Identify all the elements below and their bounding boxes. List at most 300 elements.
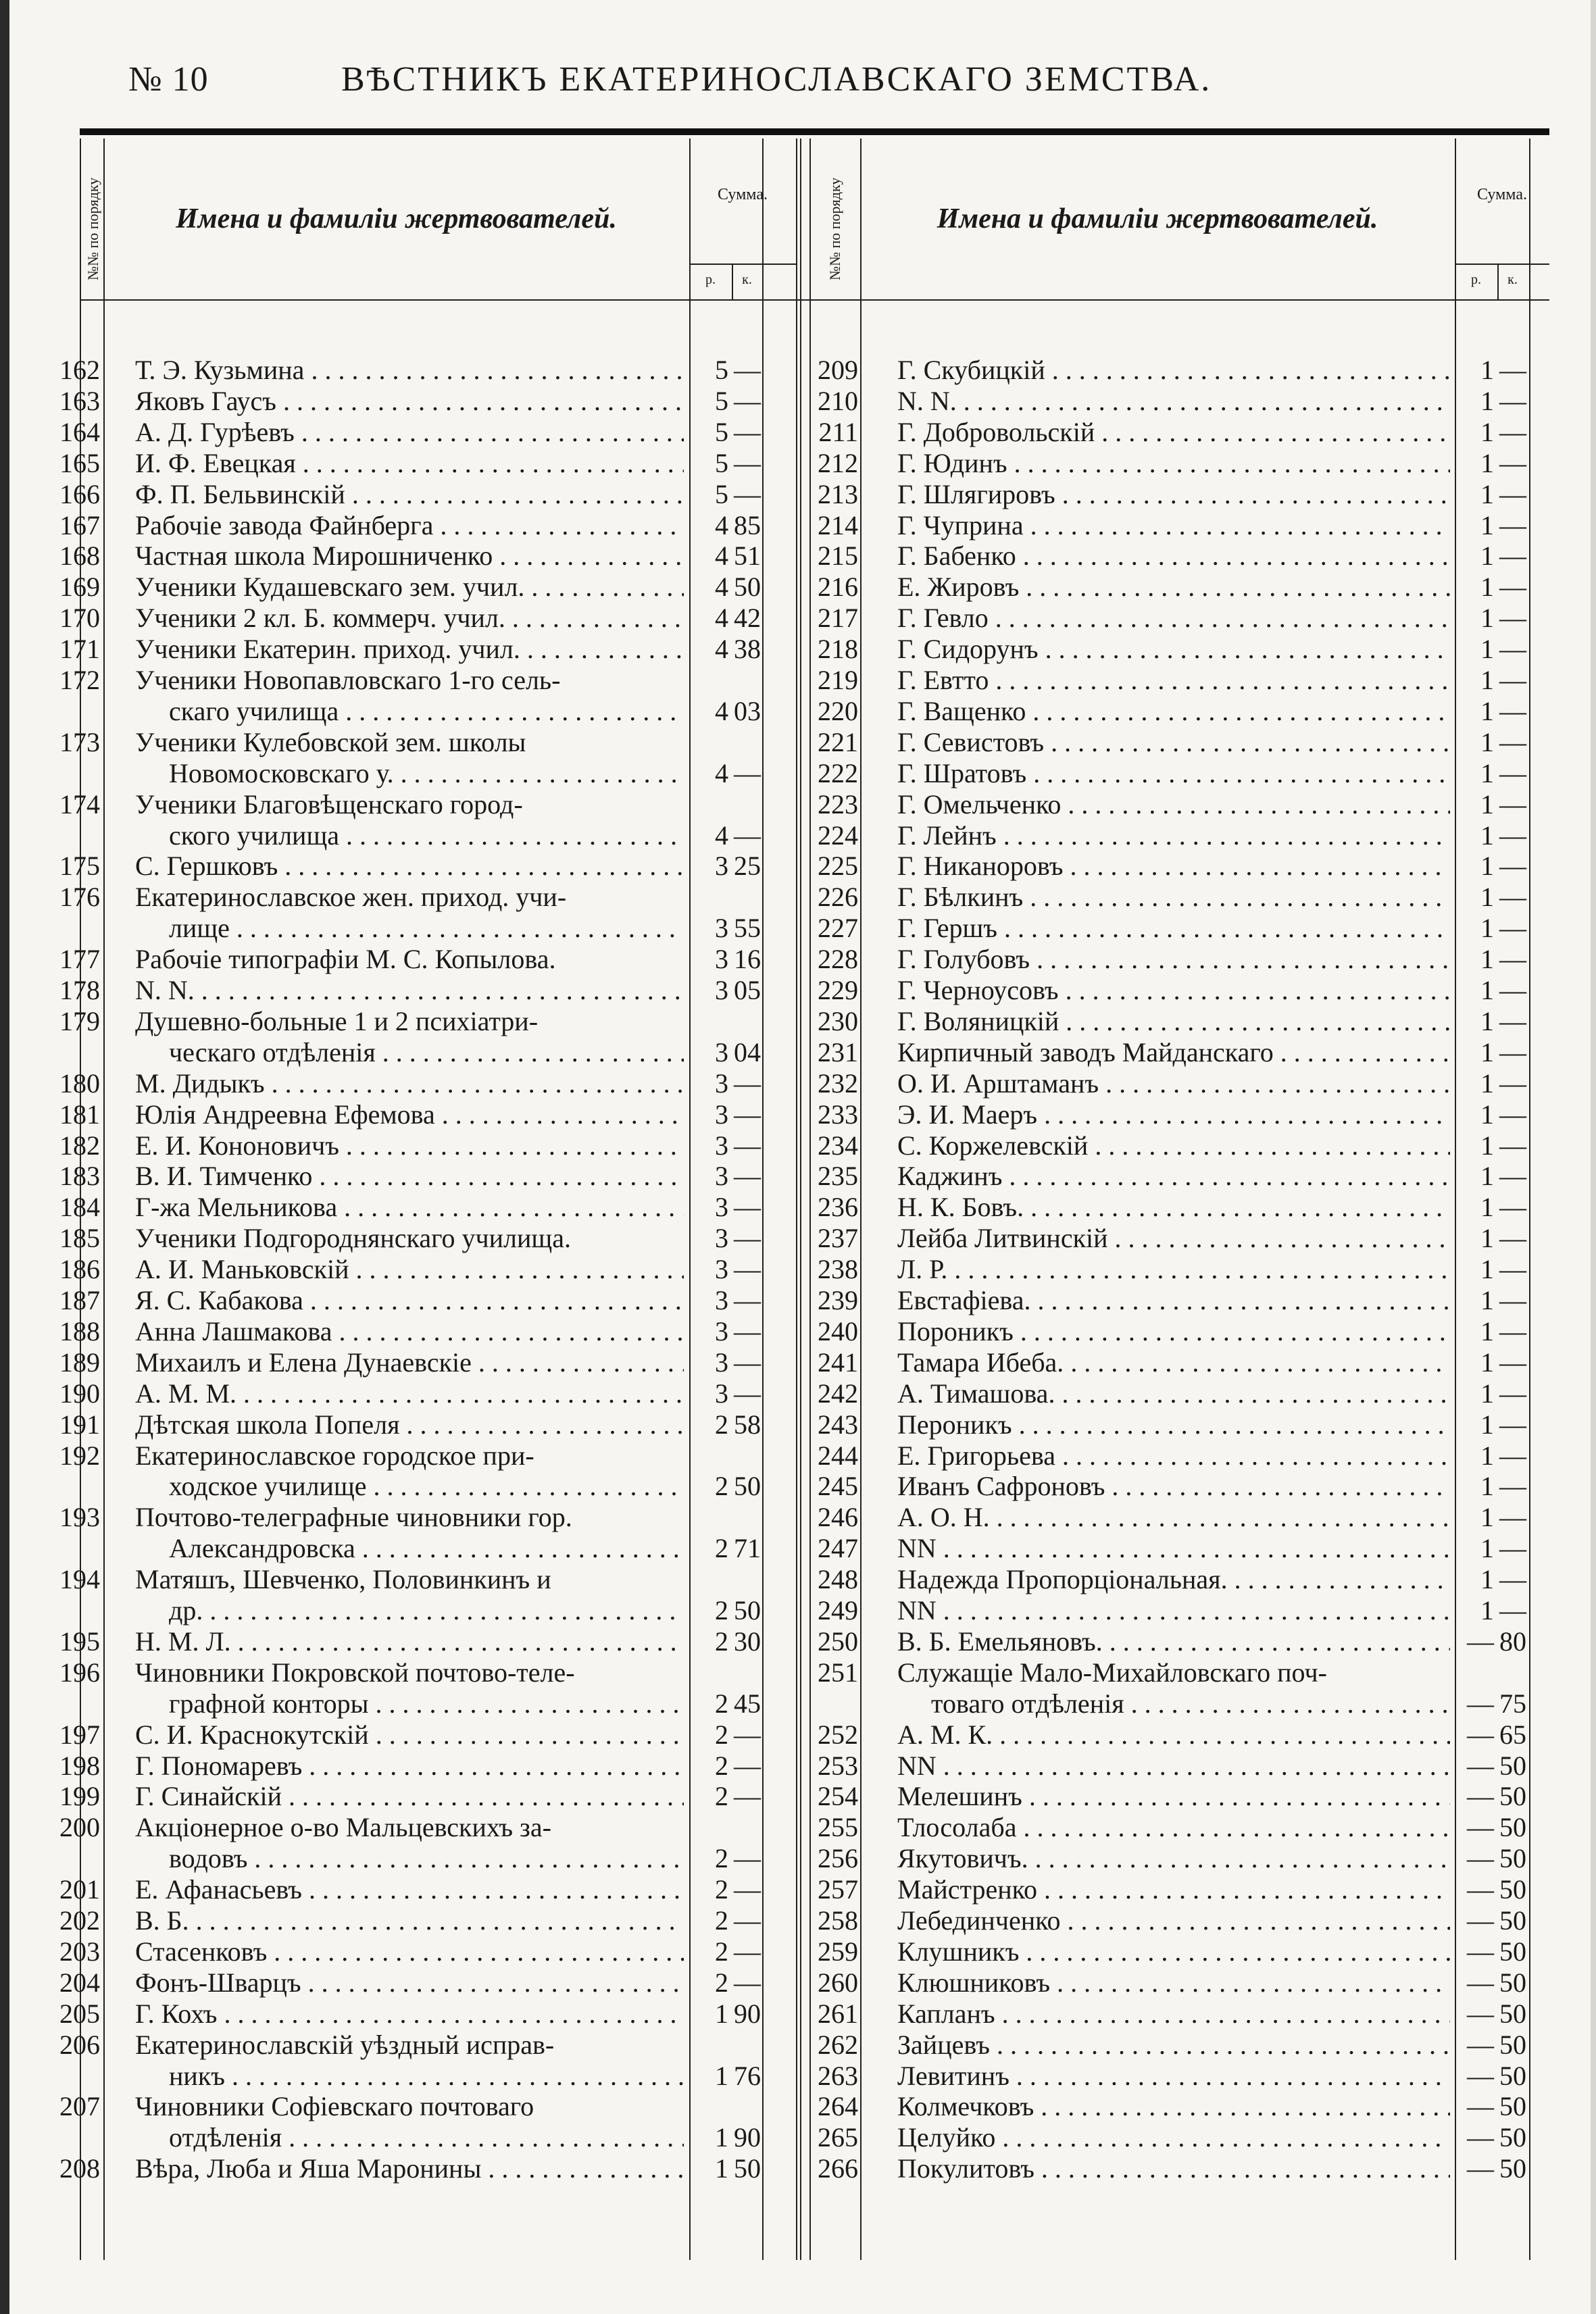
entry-number: 242: [818, 1378, 858, 1409]
entry-number: 211: [818, 416, 858, 447]
donor-name: Г. Гершъ . . .: [897, 913, 1450, 944]
donor-name: Покулитовъ . . .: [897, 2153, 1450, 2184]
amount-rubles: —: [1467, 1750, 1494, 1781]
entry-number: 172: [59, 665, 100, 695]
entry-number: 246: [818, 1502, 858, 1533]
donor-name: Акціонерное о-во Мальцевскихъ за-: [135, 1812, 551, 1843]
amount-rubles: 5: [715, 355, 728, 385]
amount-kopecks: —: [734, 385, 761, 416]
amount-kopecks: —: [734, 355, 761, 385]
amount-rubles: 2: [715, 1781, 728, 1812]
amount-rubles: 1: [1480, 1130, 1494, 1161]
amount-kopecks: 05: [734, 975, 761, 1005]
donor-name: Колмечковъ . . .: [897, 2091, 1450, 2122]
amount-kopecks: 71: [734, 1533, 761, 1564]
donor-name: Пороникъ . . .: [897, 1316, 1450, 1347]
amount-kopecks: —: [1499, 1099, 1526, 1130]
donor-name: Мелешинъ . . .: [897, 1781, 1450, 1812]
donors-table: [59, 139, 1549, 2260]
amount-rubles: 1: [1480, 1533, 1494, 1564]
donor-name: А. Д. Гурѣевъ . . .: [135, 417, 684, 448]
amount-rubles: 1: [1480, 757, 1494, 788]
amount-rubles: 2: [715, 1936, 728, 1967]
donor-name: Частная школа Мирошниченко . . .: [135, 540, 684, 572]
donor-name: Клюшниковъ . . .: [897, 1967, 1450, 1998]
amount-rubles: 1: [1480, 1254, 1494, 1285]
amount-rubles: 1: [1480, 1564, 1494, 1595]
donor-name: Рабочіе типографіи М. С. Копылова.: [135, 944, 556, 975]
col-border: [796, 139, 797, 2260]
amount-rubles: —: [1467, 2029, 1494, 2060]
entry-number: 220: [818, 695, 858, 726]
amount-rubles: 4: [715, 509, 728, 540]
amount-rubles: 1: [1480, 1595, 1494, 1626]
donor-name: Зайцевъ . . .: [897, 2030, 1450, 2061]
entry-number: 219: [818, 665, 858, 695]
rub-column-header: р.: [1471, 272, 1481, 287]
amount-rubles: 1: [1480, 1502, 1494, 1533]
amount-kopecks: 58: [734, 1409, 761, 1440]
donor-name: Э. И. Маеръ . . .: [897, 1099, 1450, 1130]
donor-name: С. Гершковъ . . .: [135, 851, 684, 882]
amount-kopecks: 50: [1499, 1812, 1526, 1843]
donor-name: Каджинъ . . .: [897, 1161, 1450, 1192]
amount-kopecks: 50: [1499, 1750, 1526, 1781]
entry-number: 205: [59, 1998, 100, 2029]
amount-rubles: 3: [715, 1192, 728, 1223]
entry-number: 212: [818, 447, 858, 478]
page-edge-left: [0, 0, 9, 2314]
donor-name: Е. Григорьева . . .: [897, 1440, 1450, 1472]
donor-name: Г. Пономаревъ . . .: [135, 1751, 684, 1782]
amount-kopecks: —: [1499, 1005, 1526, 1036]
donor-name: Г-жа Мельникова . . .: [135, 1192, 684, 1223]
amount-kopecks: —: [1499, 478, 1526, 509]
donor-name: Пероникъ . . .: [897, 1409, 1450, 1440]
donor-name: Г. Скубицкій . . .: [897, 355, 1450, 386]
entry-number: 197: [59, 1719, 100, 1750]
entry-number: 187: [59, 1285, 100, 1315]
amount-kopecks: 50: [1499, 1781, 1526, 1812]
amount-kopecks: —: [734, 1285, 761, 1315]
donor-name: Е. Жировъ . . .: [897, 572, 1450, 603]
amount-kopecks: —: [734, 1905, 761, 1936]
donor-name: Г. Шратовъ . . .: [897, 758, 1450, 789]
entry-number: 260: [818, 1967, 858, 1998]
amount-rubles: 3: [715, 913, 728, 944]
donor-name: Ф. П. Бельвинскій . . .: [135, 479, 684, 510]
amount-kopecks: —: [734, 1719, 761, 1750]
donor-name: ческаго отдѣленія . . .: [135, 1037, 684, 1068]
entry-number: 265: [818, 2122, 858, 2153]
amount-rubles: 1: [1480, 1440, 1494, 1471]
amount-rubles: 1: [1480, 509, 1494, 540]
entry-number: 182: [59, 1130, 100, 1161]
entry-number: 190: [59, 1378, 100, 1409]
amount-rubles: 2: [715, 1533, 728, 1564]
journal-title: ВѢСТНИКЪ ЕКАТЕРИНОСЛАВСКАГО ЗЕМСТВА.: [341, 60, 1212, 99]
donor-name: Левитинъ . . .: [897, 2061, 1450, 2092]
amount-kopecks: —: [1499, 882, 1526, 913]
donor-name: ского училища . . .: [135, 820, 684, 851]
amount-rubles: 2: [715, 1719, 728, 1750]
amount-rubles: —: [1467, 1781, 1494, 1812]
entry-number: 183: [59, 1161, 100, 1192]
amount-rubles: 1: [1480, 1471, 1494, 1502]
amount-rubles: 1: [1480, 726, 1494, 757]
donor-name: Е. И. Кононовичъ . . .: [135, 1130, 684, 1161]
amount-kopecks: —: [734, 820, 761, 851]
amount-rubles: 1: [1480, 695, 1494, 726]
amount-rubles: 3: [715, 1067, 728, 1099]
amount-kopecks: —: [1499, 1130, 1526, 1161]
donor-name: О. И. Арштаманъ . . .: [897, 1068, 1450, 1099]
donor-name: Г. Евтто . . .: [897, 665, 1450, 696]
amount-rubles: 1: [1480, 603, 1494, 634]
entry-number: 180: [59, 1067, 100, 1099]
entry-number: 176: [59, 882, 100, 913]
amount-kopecks: —: [1499, 540, 1526, 572]
amount-kopecks: 50: [1499, 1998, 1526, 2029]
donor-name: А. О. Н. . . .: [897, 1502, 1450, 1533]
amount-rubles: —: [1467, 2060, 1494, 2091]
donor-name: Ученики Подгороднянскаго училища.: [135, 1223, 571, 1254]
amount-rubles: 2: [715, 1750, 728, 1781]
donor-name: Ученики Благовѣщенскаго город-: [135, 788, 523, 820]
amount-kopecks: —: [734, 1781, 761, 1812]
amount-kopecks: —: [1499, 1533, 1526, 1564]
amount-kopecks: —: [1499, 944, 1526, 975]
amount-kopecks: —: [1499, 695, 1526, 726]
donor-name: Иванъ Сафроновъ . . .: [897, 1471, 1450, 1502]
entry-number: 231: [818, 1036, 858, 1067]
col-border: [103, 139, 105, 2260]
page-edge-right: [1591, 0, 1596, 2314]
amount-rubles: 2: [715, 1874, 728, 1905]
amount-rubles: —: [1467, 2122, 1494, 2153]
entry-number: 195: [59, 1626, 100, 1657]
amount-rubles: 1: [1480, 355, 1494, 385]
donor-name: Служащіе Мало-Михайловскаго поч-: [897, 1657, 1327, 1688]
amount-kopecks: 76: [734, 2060, 761, 2091]
amount-kopecks: —: [1499, 1471, 1526, 1502]
amount-kopecks: —: [734, 1936, 761, 1967]
amount-kopecks: —: [1499, 1378, 1526, 1409]
entry-number: 167: [59, 509, 100, 540]
amount-rubles: 3: [715, 975, 728, 1005]
entry-number: 202: [59, 1905, 100, 1936]
amount-kopecks: —: [734, 1843, 761, 1874]
amount-kopecks: —: [1499, 447, 1526, 478]
amount-rubles: 3: [715, 1254, 728, 1285]
amount-rubles: 1: [1480, 1347, 1494, 1378]
amount-kopecks: —: [1499, 1440, 1526, 1471]
donor-name: отдѣленія . . .: [135, 2122, 684, 2153]
entry-number: 253: [818, 1750, 858, 1781]
entry-number: 248: [818, 1564, 858, 1595]
donor-name: Александровска . . .: [135, 1533, 684, 1564]
sum-column-header: Сумма.: [1477, 186, 1527, 203]
amount-rubles: 3: [715, 1130, 728, 1161]
amount-rubles: —: [1467, 1688, 1494, 1719]
amount-rubles: 3: [715, 1099, 728, 1130]
amount-kopecks: 65: [1499, 1719, 1526, 1750]
amount-kopecks: —: [734, 1347, 761, 1378]
entry-number: 201: [59, 1874, 100, 1905]
amount-kopecks: —: [1499, 851, 1526, 882]
amount-kopecks: 30: [734, 1626, 761, 1657]
entry-number: 251: [818, 1657, 858, 1688]
amount-kopecks: —: [1499, 1347, 1526, 1378]
sum-column-header: Сумма.: [718, 186, 768, 203]
donor-name: Майстренко . . .: [897, 1874, 1450, 1905]
amount-kopecks: —: [1499, 665, 1526, 695]
amount-rubles: 2: [715, 1471, 728, 1502]
amount-rubles: 1: [1480, 478, 1494, 509]
entry-number: 244: [818, 1440, 858, 1471]
entry-number: 257: [818, 1874, 858, 1905]
amount-rubles: 3: [715, 1347, 728, 1378]
donor-name: Г. Чуприна . . .: [897, 510, 1450, 541]
amount-rubles: 1: [1480, 540, 1494, 572]
amount-rubles: 1: [1480, 572, 1494, 603]
amount-kopecks: —: [1499, 788, 1526, 820]
donor-name: др. . . .: [135, 1595, 684, 1626]
donor-name: С. Коржелевскій . . .: [897, 1130, 1450, 1161]
donor-name: В. Б. . . .: [135, 1905, 684, 1936]
amount-rubles: 3: [715, 1285, 728, 1315]
entry-number: 245: [818, 1471, 858, 1502]
amount-kopecks: —: [1499, 1285, 1526, 1315]
sum-sub-rule: [689, 263, 796, 265]
amount-kopecks: 50: [1499, 1874, 1526, 1905]
amount-rubles: 1: [715, 2060, 728, 2091]
donor-name: Г. Кохъ . . .: [135, 1998, 684, 2030]
donor-name: NN . . .: [897, 1533, 1450, 1564]
entry-number: 210: [818, 385, 858, 416]
entry-number: 229: [818, 975, 858, 1005]
amount-rubles: —: [1467, 1719, 1494, 1750]
donor-name: Я. С. Кабакова . . .: [135, 1285, 684, 1316]
entry-number: 261: [818, 1998, 858, 2029]
amount-rubles: 2: [715, 1409, 728, 1440]
entry-number: 226: [818, 882, 858, 913]
donor-name: товаго отдѣленія . . .: [897, 1688, 1450, 1719]
header-bottom-rule: [80, 299, 1549, 301]
entry-number: 198: [59, 1750, 100, 1781]
amount-kopecks: —: [1499, 1223, 1526, 1254]
donor-name: Г. Добровольскій . . .: [897, 417, 1450, 448]
amount-kopecks: —: [1499, 913, 1526, 944]
donor-name: N. N. . . .: [897, 386, 1450, 417]
amount-kopecks: 50: [1499, 1936, 1526, 1967]
donor-name: Екатеринославское жен. приход. учи-: [135, 882, 567, 913]
donor-name: Г. Омельченко . . .: [897, 789, 1450, 820]
amount-rubles: 1: [1480, 882, 1494, 913]
donor-name: Дѣтская школа Попеля . . .: [135, 1409, 684, 1440]
donor-name: N. N. . . .: [135, 975, 684, 1006]
donor-name: Г. Никаноровъ . . .: [897, 851, 1450, 882]
entry-number: 252: [818, 1719, 858, 1750]
amount-kopecks: 50: [734, 2153, 761, 2184]
amount-kopecks: —: [1499, 1192, 1526, 1223]
entry-number: 254: [818, 1781, 858, 1812]
amount-rubles: 1: [715, 2122, 728, 2153]
amount-rubles: 1: [1480, 447, 1494, 478]
amount-rubles: 1: [715, 1998, 728, 2029]
entry-number: 177: [59, 944, 100, 975]
amount-rubles: 2: [715, 1843, 728, 1874]
amount-kopecks: —: [734, 1067, 761, 1099]
entry-number: 224: [818, 820, 858, 851]
amount-kopecks: —: [734, 1254, 761, 1285]
entry-number: 184: [59, 1192, 100, 1223]
amount-rubles: 1: [1480, 1285, 1494, 1315]
entry-number: 243: [818, 1409, 858, 1440]
amount-kopecks: —: [1499, 1409, 1526, 1440]
amount-rubles: —: [1467, 2153, 1494, 2184]
entry-number: 217: [818, 603, 858, 634]
amount-kopecks: —: [1499, 1564, 1526, 1595]
amount-kopecks: —: [734, 757, 761, 788]
amount-kopecks: 50: [1499, 2029, 1526, 2060]
entry-number: 199: [59, 1781, 100, 1812]
donor-name: Целуйко . . .: [897, 2122, 1450, 2153]
entry-number: 191: [59, 1409, 100, 1440]
entry-number: 186: [59, 1254, 100, 1285]
amount-kopecks: 45: [734, 1688, 761, 1719]
amount-rubles: —: [1467, 1874, 1494, 1905]
entry-number: 206: [59, 2029, 100, 2060]
entry-number: 203: [59, 1936, 100, 1967]
entry-number: 263: [818, 2060, 858, 2091]
donor-name: Е. Афанасьевъ . . .: [135, 1874, 684, 1905]
entry-number: 249: [818, 1595, 858, 1626]
amount-rubles: 2: [715, 1595, 728, 1626]
donor-name: Яковъ Гаусъ . . .: [135, 386, 684, 417]
entry-number: 227: [818, 913, 858, 944]
donor-name: А. И. Маньковскій . . .: [135, 1254, 684, 1285]
entry-number: 162: [59, 355, 100, 385]
entry-number: 174: [59, 788, 100, 820]
amount-rubles: 3: [715, 1315, 728, 1347]
donor-name: Г. Гевло . . .: [897, 603, 1450, 634]
amount-rubles: 2: [715, 1626, 728, 1657]
amount-rubles: 1: [1480, 1036, 1494, 1067]
donor-name: Ученики Кудашевскаго зем. учил. . . .: [135, 572, 684, 603]
amount-rubles: 1: [1480, 1378, 1494, 1409]
sum-sub-rule: [1455, 263, 1549, 265]
donor-name: Якутовичъ. . . .: [897, 1843, 1450, 1874]
amount-kopecks: —: [1499, 603, 1526, 634]
donor-name: Стасенковъ . . .: [135, 1936, 684, 1967]
donor-name: Ученики Екатерин. приход. учил. . . .: [135, 634, 684, 665]
amount-kopecks: 50: [734, 572, 761, 603]
amount-kopecks: —: [1499, 1595, 1526, 1626]
amount-rubles: 3: [715, 1223, 728, 1254]
col-border: [762, 139, 764, 2260]
amount-kopecks: 90: [734, 1998, 761, 2029]
amount-rubles: —: [1467, 1843, 1494, 1874]
amount-kopecks: —: [1499, 509, 1526, 540]
donor-name: Г. Бѣлкинъ . . .: [897, 882, 1450, 913]
entry-number: 266: [818, 2153, 858, 2184]
donor-name: Клушникъ . . .: [897, 1936, 1450, 1967]
donor-name: Матяшъ, Шевченко, Половинкинъ и: [135, 1564, 551, 1595]
entry-number: 233: [818, 1099, 858, 1130]
entry-number: 213: [818, 478, 858, 509]
entry-number: 225: [818, 851, 858, 882]
entry-number: 241: [818, 1347, 858, 1378]
entry-number: 255: [818, 1812, 858, 1843]
amount-rubles: 4: [715, 757, 728, 788]
amount-kopecks: 50: [1499, 1843, 1526, 1874]
amount-kopecks: 51: [734, 540, 761, 572]
donor-name: Чиновники Покровской почтово-теле-: [135, 1657, 575, 1688]
amount-kopecks: —: [1499, 975, 1526, 1005]
amount-kopecks: 50: [734, 1471, 761, 1502]
amount-rubles: 1: [1480, 851, 1494, 882]
entry-number: 163: [59, 385, 100, 416]
donor-name: А. М. М. . . .: [135, 1378, 684, 1409]
amount-kopecks: —: [734, 478, 761, 509]
amount-kopecks: —: [1499, 757, 1526, 788]
amount-kopecks: 50: [1499, 2122, 1526, 2153]
donor-name: Г. Лейнъ . . .: [897, 820, 1450, 851]
amount-rubles: —: [1467, 1998, 1494, 2029]
entry-number: 230: [818, 1005, 858, 1036]
amount-kopecks: —: [1499, 572, 1526, 603]
amount-kopecks: —: [1499, 1161, 1526, 1192]
amount-rubles: 4: [715, 603, 728, 634]
donor-name: Г. Ващенко . . .: [897, 696, 1450, 727]
donor-name: Г. Воляницкій . . .: [897, 1006, 1450, 1037]
amount-rubles: 1: [1480, 1161, 1494, 1192]
donor-name: Г. Шлягировъ . . .: [897, 479, 1450, 510]
entry-number: 170: [59, 603, 100, 634]
donor-name: С. И. Краснокутскій . . .: [135, 1719, 684, 1751]
entry-number: 178: [59, 975, 100, 1005]
donor-name: Тамара Ибеба. . . .: [897, 1347, 1450, 1378]
amount-rubles: 1: [1480, 416, 1494, 447]
entry-number: 181: [59, 1099, 100, 1130]
amount-rubles: 5: [715, 385, 728, 416]
entry-number: 218: [818, 634, 858, 665]
amount-rubles: 1: [1480, 1192, 1494, 1223]
names-column-header: Имена и фамиліи жертвователей.: [937, 203, 1378, 234]
amount-kopecks: —: [734, 447, 761, 478]
amount-rubles: 4: [715, 820, 728, 851]
entry-number: 173: [59, 726, 100, 757]
amount-rubles: 3: [715, 1378, 728, 1409]
entry-number: 193: [59, 1502, 100, 1533]
donor-name: Анна Лашмакова . . .: [135, 1316, 684, 1347]
entry-number: 235: [818, 1161, 858, 1192]
amount-rubles: 2: [715, 1688, 728, 1719]
donor-name: Ученики Кулебовской зем. школы: [135, 726, 526, 757]
entry-number: 169: [59, 572, 100, 603]
amount-rubles: 4: [715, 634, 728, 665]
donor-name: А. Тимашова. . . .: [897, 1378, 1450, 1409]
donor-name: Душевно-больные 1 и 2 психіатри-: [135, 1005, 539, 1036]
donor-name: Вѣра, Люба и Яша Маронины . . .: [135, 2153, 684, 2184]
amount-kopecks: —: [1499, 416, 1526, 447]
entry-number: 192: [59, 1440, 100, 1471]
entry-number: 200: [59, 1812, 100, 1843]
amount-rubles: —: [1467, 1967, 1494, 1998]
kop-column-header: к.: [742, 272, 752, 287]
amount-rubles: 1: [1480, 634, 1494, 665]
